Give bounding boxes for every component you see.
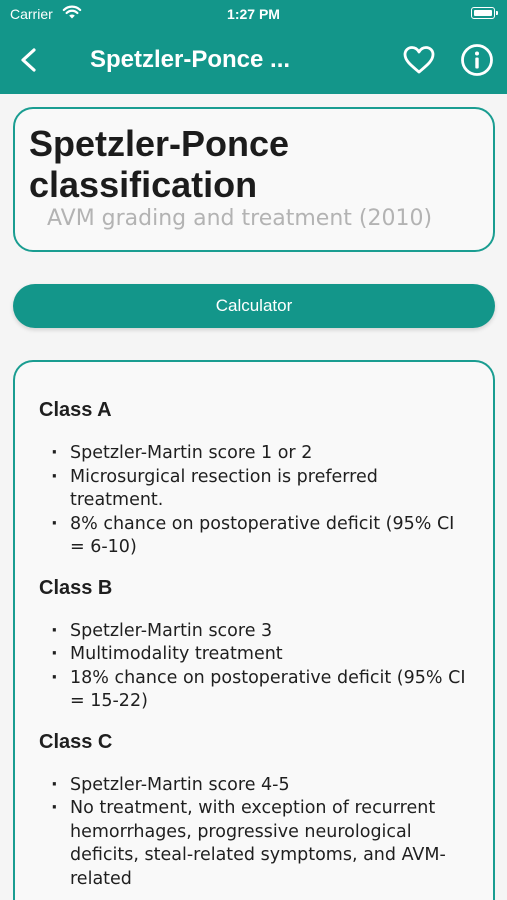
back-chevron-icon[interactable] xyxy=(14,44,44,76)
criteria-item: · 18% chance on postoperative deficit (95% CI = 15-22) xyxy=(51,667,469,714)
status-time: 1:27 PM xyxy=(227,6,280,22)
class-section xyxy=(39,730,493,892)
criteria-item: · Multimodality treatment xyxy=(51,643,469,667)
criteria-item: · 8% chance on postoperative deficit (95% CI = 6-10) xyxy=(51,513,469,560)
page-subtitle: AVM grading and treatment (2010) xyxy=(47,206,433,231)
class-criteria-list xyxy=(39,620,469,714)
top-bar xyxy=(0,0,507,94)
title-card xyxy=(13,107,495,252)
criteria-item: · Spetzler-Martin score 1 or 2 xyxy=(51,442,469,466)
criteria-item: · Microsurgical resection is preferred treatment. xyxy=(51,466,469,513)
battery-icon xyxy=(471,7,495,19)
status-bar xyxy=(0,0,507,28)
class-criteria-list xyxy=(39,442,469,560)
criteria-item: · No treatment, with exception of recurrent hemorrhages, progressive neurological deficits, steal-related symptoms, and AVM-related xyxy=(51,797,469,891)
class-section xyxy=(39,398,493,560)
info-icon[interactable] xyxy=(460,43,494,77)
class-criteria-list xyxy=(39,774,469,892)
carrier-label: Carrier xyxy=(10,6,53,22)
class-heading: Class A xyxy=(39,399,112,421)
calculator-button[interactable]: Calculator xyxy=(13,284,495,328)
classification-card xyxy=(13,360,495,900)
criteria-item: · Spetzler-Martin score 4-5 xyxy=(51,774,469,798)
criteria-item: · Spetzler-Martin score 3 xyxy=(51,620,469,644)
nav-title: Spetzler-Ponce ... xyxy=(90,46,291,73)
sections-container xyxy=(39,398,493,891)
class-heading: Class C xyxy=(39,730,113,753)
class-section xyxy=(39,576,493,714)
favorite-heart-icon[interactable] xyxy=(402,44,436,76)
page-title: Spetzler-Ponce classification xyxy=(29,123,290,205)
class-heading: Class B xyxy=(39,576,113,599)
